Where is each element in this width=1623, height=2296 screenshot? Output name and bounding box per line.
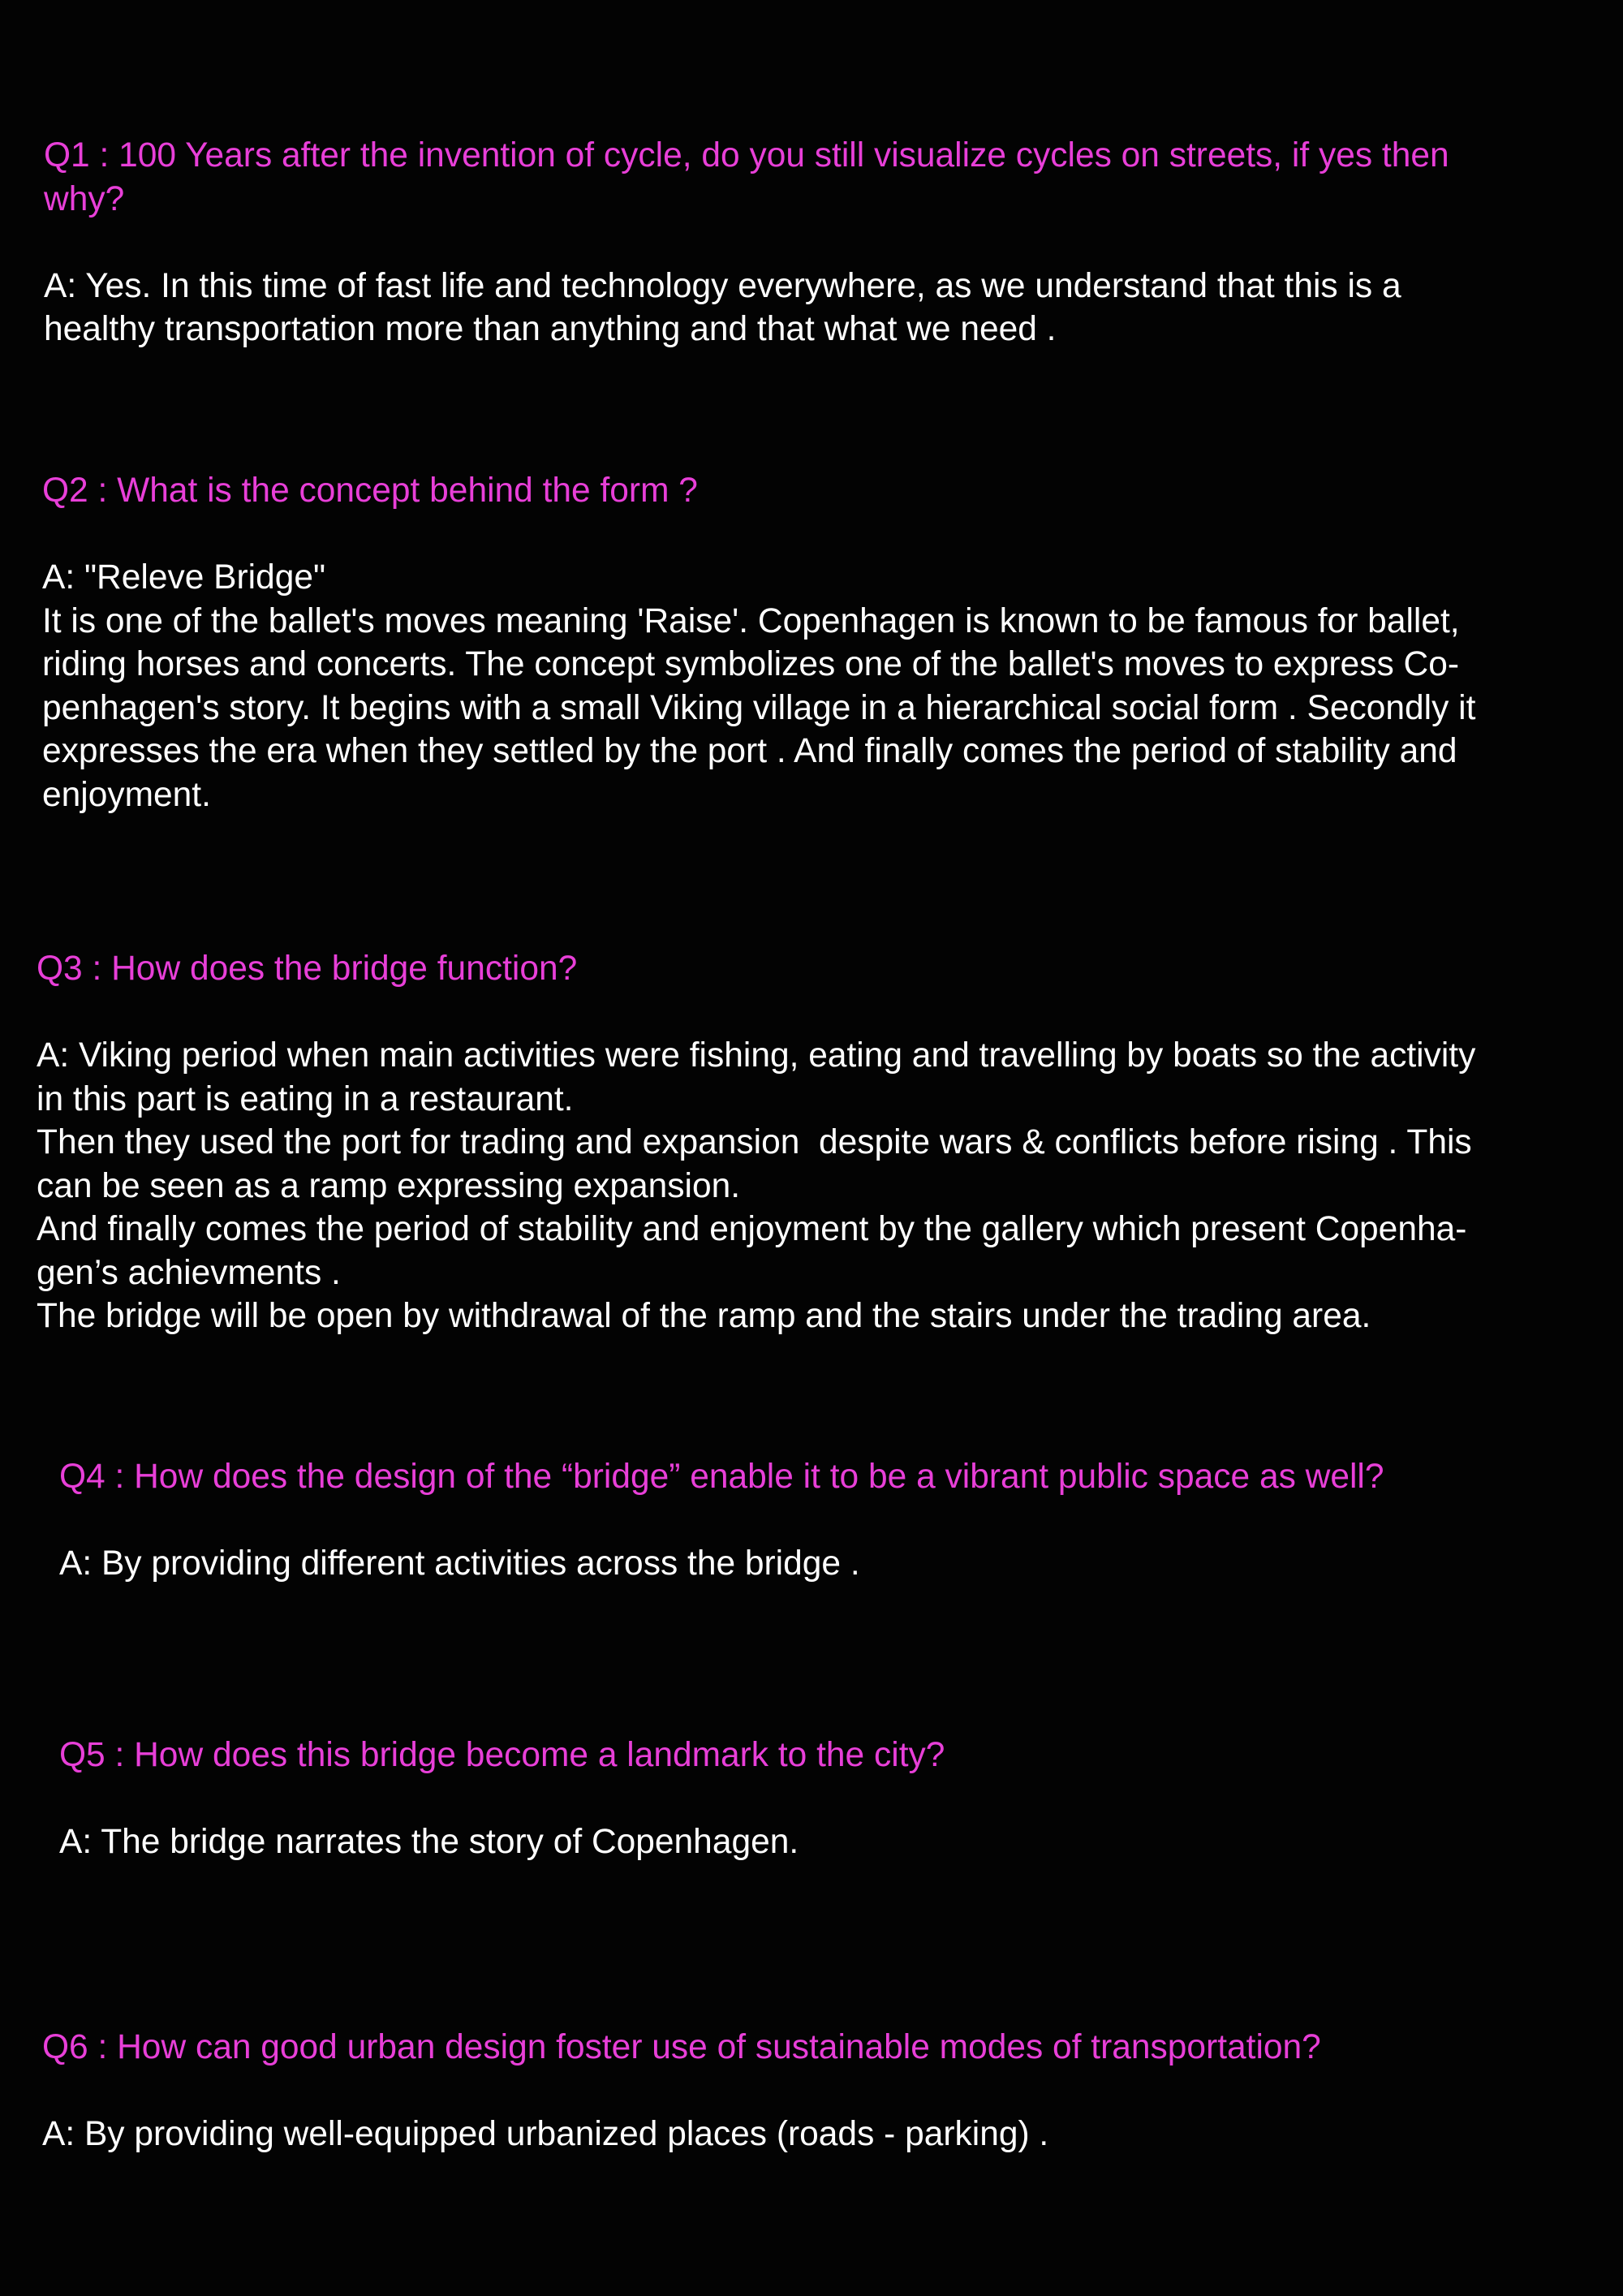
question-line: Q1 : 100 Years after the invention of cycle, do you still visualize cycles on streets, if yes then <box>44 136 1449 174</box>
question-line: Q2 : What is the concept behind the form ? <box>42 472 698 510</box>
answer-line: penhagen's story. It begins with a small Viking village in a hierarchical social form . Secondly it <box>42 688 1476 727</box>
answer-line: And finally comes the period of stability and enjoyment by the gallery which present Copenha- <box>37 1210 1467 1248</box>
answer-line: It is one of the ballet's moves meaning 'Raise'. Copenhagen is known to be famous for ballet, <box>42 601 1460 640</box>
question-3 <box>37 947 1595 991</box>
answer-line: enjoyment. <box>42 775 211 814</box>
answer-line: A: "Releve Bridge" <box>42 558 326 597</box>
answer-line: Then they used the port for trading and expansion despite wars & conflicts before rising . This <box>37 1123 1472 1161</box>
answer-line: gen’s achievments . <box>37 1253 341 1292</box>
question-4 <box>59 1455 1617 1499</box>
answer-line: A: By providing well-equipped urbanized places (roads - parking) . <box>42 2115 1049 2153</box>
question-line: Q4 : How does the design of the “bridge” enable it to be a vibrant public space as well? <box>59 1458 1384 1496</box>
answer-line: in this part is eating in a restaurant. <box>37 1079 574 1118</box>
answer-line: A: Viking period when main activities were fishing, eating and travelling by boats so the activity <box>37 1036 1476 1075</box>
answer-6 <box>42 2113 1600 2156</box>
question-5 <box>59 1734 1617 1777</box>
qa-block-2 <box>42 469 1600 816</box>
question-line: why? <box>44 179 125 218</box>
question-6 <box>42 2026 1600 2070</box>
qa-block-5 <box>59 1734 1617 1864</box>
question-line: Q5 : How does this bridge become a landmark to the city? <box>59 1736 945 1774</box>
question-line: Q6 : How can good urban design foster use of sustainable modes of transportation? <box>42 2028 1321 2066</box>
answer-line: can be seen as a ramp expressing expansion. <box>37 1166 741 1205</box>
question-1 <box>44 134 1602 221</box>
answer-5 <box>59 1820 1617 1864</box>
answer-line: A: By providing different activities across the bridge . <box>59 1544 860 1583</box>
answer-2 <box>42 556 1600 816</box>
qa-block-6 <box>42 2026 1600 2156</box>
answer-line: expresses the era when they settled by the port . And finally comes the period of stability and <box>42 732 1457 770</box>
answer-line: riding horses and concerts. The concept symbolizes one of the ballet's moves to express Co- <box>42 645 1459 683</box>
question-line: Q3 : How does the bridge function? <box>37 950 578 988</box>
answer-1 <box>44 265 1602 351</box>
answer-line: healthy transportation more than anything and that what we need . <box>44 310 1057 348</box>
answer-4 <box>59 1542 1617 1586</box>
answer-line: A: The bridge narrates the story of Copenhagen. <box>59 1823 799 1861</box>
qa-block-4 <box>59 1455 1617 1586</box>
answer-3 <box>37 1034 1595 1338</box>
qa-block-3 <box>37 947 1595 1338</box>
answer-line: The bridge will be open by withdrawal of the ramp and the stairs under the trading area. <box>37 1297 1371 1335</box>
qa-block-1 <box>44 134 1602 351</box>
answer-line: A: Yes. In this time of fast life and technology everywhere, as we understand that this is a <box>44 266 1401 305</box>
question-2 <box>42 469 1600 513</box>
